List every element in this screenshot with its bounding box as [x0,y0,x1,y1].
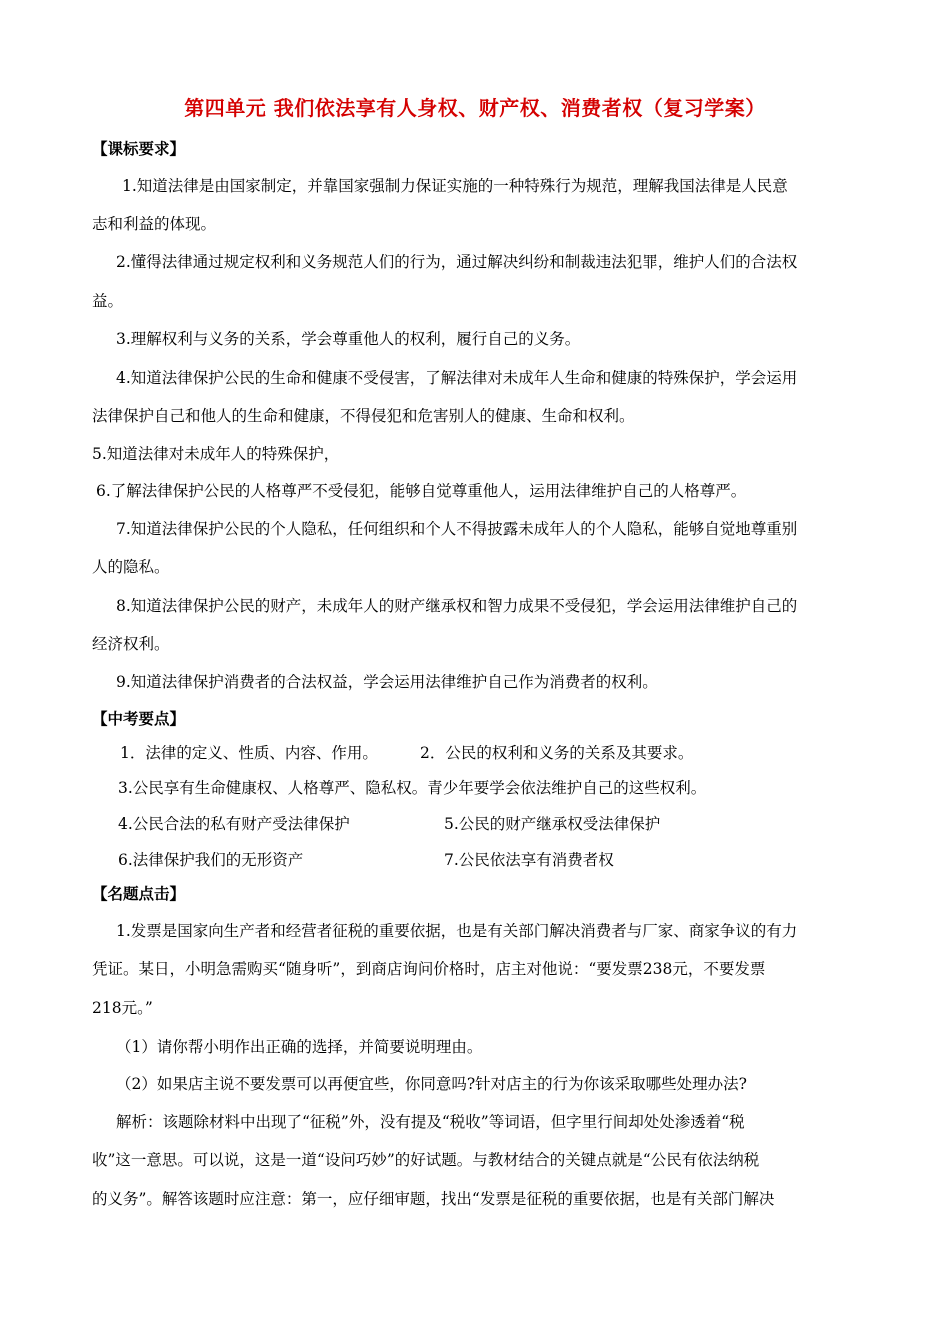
page-title: 第四单元 我们依法享有人身权、财产权、消费者权（复习学案） [184,96,766,120]
section-heading-curriculum: 【课标要求】 [92,140,186,158]
paragraph-line: （2）如果店主说不要发票可以再便宜些，你同意吗?针对店主的行为你该采取哪些处理办法? [116,1075,747,1093]
paragraph-line: 9.知道法律保护消费者的合法权益，学会运用法律维护自己作为消费者的权利。 [116,673,658,691]
paragraph-line: 218元。” [92,999,153,1017]
paragraph-line: 收”这一意思。可以说，这是一道“设问巧妙”的好试题。与教材结合的关键点就是“公民有依法纳税 [92,1151,760,1169]
paragraph-line: 1.知道法律是由国家制定，并靠国家强制力保证实施的一种特殊行为规范，理解我国法律是人民意 [122,177,788,195]
paragraph-line: 7.知道法律保护公民的个人隐私，任何组织和个人不得披露未成年人的个人隐私，能够自觉地尊重别 [116,520,798,538]
section-heading-exam-points: 【中考要点】 [92,710,186,728]
section-heading-examples: 【名题点击】 [92,885,186,903]
paragraph-line: 解析：该题除材料中出现了“征税”外，没有提及“税收”等词语，但字里行间却处处渗透着“税 [116,1113,745,1131]
paragraph-line: 8.知道法律保护公民的财产，未成年人的财产继承权和智力成果不受侵犯，学会运用法律维护自己的 [116,597,798,615]
paragraph-line: 经济权利。 [92,635,170,653]
list-item: 3.公民享有生命健康权、人格尊严、隐私权。青少年要学会依法维护自己的这些权利。 [118,779,707,797]
paragraph-line: （1）请你帮小明作出正确的选择，并简要说明理由。 [116,1038,483,1056]
paragraph-line: 5.知道法律对未成年人的特殊保护， [92,445,340,463]
paragraph-line: 6.了解法律保护公民的人格尊严不受侵犯，能够自觉尊重他人，运用法律维护自己的人格尊严。 [96,482,747,500]
paragraph-line: 法律保护自己和他人的生命和健康，不得侵犯和危害别人的健康、生命和权利。 [92,407,635,425]
list-item: 5.公民的财产继承权受法律保护 [444,815,661,833]
paragraph-line: 凭证。某日，小明急需购买“随身听”，到商店询问价格时，店主对他说：“要发票238元，不要发票 [92,960,766,978]
list-item: 4.公民合法的私有财产受法律保护 [118,815,350,833]
list-item: 6.法律保护我们的无形资产 [118,851,304,869]
paragraph-line: 2.懂得法律通过规定权利和义务规范人们的行为，通过解决纠纷和制裁违法犯罪，维护人们的合法权 [116,253,798,271]
list-item: 1．法律的定义、性质、内容、作用。 [120,744,378,762]
paragraph-line: 人的隐私。 [92,558,170,576]
paragraph-line: 的义务”。解答该题时应注意：第一，应仔细审题，找出“发票是征税的重要依据，也是有关部门解决 [92,1190,775,1208]
paragraph-line: 益。 [92,292,124,310]
paragraph-line: 4.知道法律保护公民的生命和健康不受侵害，了解法律对未成年人生命和健康的特殊保护，学会运用 [116,369,798,387]
list-item: 2．公民的权利和义务的关系及其要求。 [420,744,694,762]
paragraph-line: 志和利益的体现。 [92,215,217,233]
paragraph-line: 1.发票是国家向生产者和经营者征税的重要依据，也是有关部门解决消费者与厂家、商家争议的有力 [116,922,798,940]
list-item: 7.公民依法享有消费者权 [444,851,614,869]
paragraph-line: 3.理解权利与义务的关系，学会尊重他人的权利，履行自己的义务。 [116,330,581,348]
